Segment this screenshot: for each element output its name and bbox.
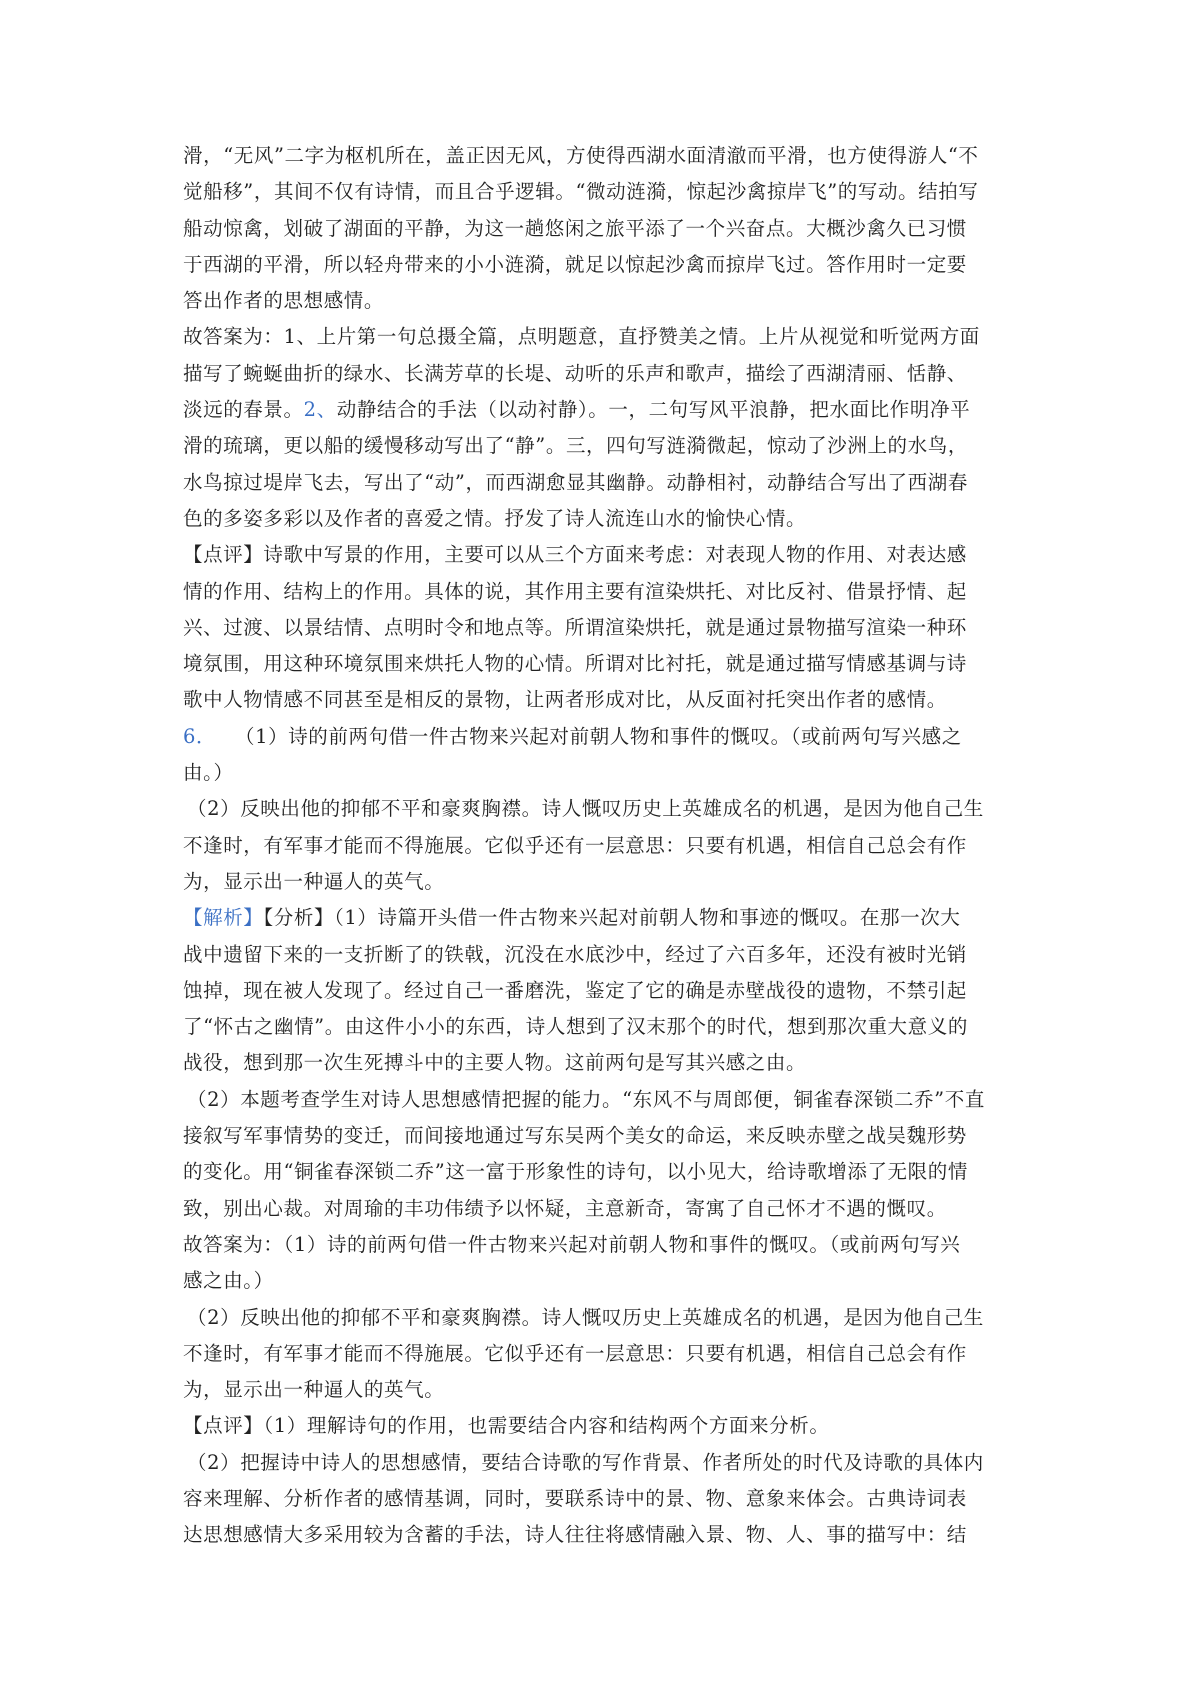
question-number: 6．: [183, 724, 217, 748]
analysis-text: 【分析】（1）诗篇开头借一件古物来兴起对前朝人物和事迹的慨叹。在那一次大: [263, 906, 961, 930]
text-line: （2）反映出他的抑郁不平和豪爽胸襟。诗人慨叹历史上英雄成名的机遇，是因为他自己生: [187, 1305, 984, 1329]
text-line: 色的多姿多彩以及作者的喜爱之情。抒发了诗人流连山水的愉快心情。: [183, 506, 807, 530]
text-line: 境氛围，用这种环境氛围来烘托人物的心情。所谓对比衬托，就是通过描写情感基调与诗: [183, 652, 967, 676]
text-line: 了“怀古之幽情”。由这件小小的东西，诗人想到了汉末那个的时代，想到那次重大意义的: [183, 1015, 968, 1039]
text-line: 战中遗留下来的一支折断了的铁戟，沉没在水底沙中，经过了六百多年，还没有被时光销: [183, 942, 967, 966]
text-line: 容来理解、分析作者的感情基调，同时，要联系诗中的景、物、意象来体会。古典诗词表: [183, 1486, 967, 1510]
analysis-line: [183, 900, 1018, 936]
text-line: 不逢时，有军事才能而不得施展。它似乎还有一层意思：只要有机遇，相信自己总会有作: [183, 833, 967, 857]
text-line: 情的作用、结构上的作用。具体的说，其作用主要有渲染烘托、对比反衬、借景抒情、起: [183, 579, 967, 603]
analysis-tag: 【解析】: [183, 906, 264, 930]
text-line: 由。）: [183, 761, 234, 785]
text-line: 为，显示出一种逼人的英气。: [183, 869, 445, 893]
text-line: 感之由。）: [183, 1269, 274, 1293]
text-line: 水鸟掠过堤岸飞去，写出了“动”，而西湖愈显其幽静。动静相衬，动静结合写出了西湖春: [183, 470, 968, 494]
text-line: 歌中人物情感不同甚至是相反的景物，让两者形成对比，从反面衬托突出作者的感情。: [183, 688, 947, 712]
text-line-with-highlight: [183, 392, 1018, 428]
text-line: 的变化。用“铜雀春深锁二乔”这一富于形象性的诗句，以小见大，给诗歌增添了无限的情: [183, 1160, 968, 1184]
text-line: 滑，“无风”二字为枢机所在，盖正因无风，方使得西湖水面清澈而平滑，也方使得游人“不: [183, 144, 979, 167]
comment-line: 【点评】诗歌中写景的作用，主要可以从三个方面来考虑：对表现人物的作用、对表达感: [183, 543, 967, 567]
document-body: [183, 138, 1018, 1554]
text-line: 船动惊禽，划破了湖面的平静，为这一趟悠闲之旅平添了一个兴奋点。大概沙禽久已习惯: [183, 216, 967, 240]
text-line: （2）本题考查学生对诗人思想感情把握的能力。“东风不与周郎便，铜雀春深锁二乔”不直: [187, 1087, 985, 1111]
question-text: （1）诗的前两句借一件古物来兴起对前朝人物和事件的慨叹。（或前两句写兴感之: [235, 724, 962, 748]
answer-line: 故答案为：（1）诗的前两句借一件古物来兴起对前朝人物和事件的慨叹。（或前两句写兴: [183, 1232, 961, 1256]
text-line: 为，显示出一种逼人的英气。: [183, 1378, 445, 1402]
text-line: 战役，想到那一次生死搏斗中的主要人物。这前两句是写其兴感之由。: [183, 1051, 807, 1075]
text-segment: 动静结合的手法（以动衬静）。一，二句写风平浪静，把水面比作明净平: [336, 398, 971, 422]
text-line: 达思想感情大多采用较为含蓄的手法，诗人往往将感情融入景、物、人、事的描写中：结: [183, 1523, 967, 1547]
question-6-line: [183, 719, 1018, 755]
text-line: 致，别出心裁。对周瑜的丰功伟绩予以怀疑，主意新奇，寄寓了自己怀才不遇的慨叹。: [183, 1196, 947, 1220]
text-line: 答出作者的思想感情。: [183, 289, 385, 313]
text-segment: 淡远的春景。: [183, 398, 304, 422]
highlight-number: 2、: [303, 398, 337, 422]
text-line: （2）把握诗中诗人的思想感情，要结合诗歌的写作背景、作者所处的时代及诗歌的具体内: [187, 1450, 984, 1474]
text-line: 不逢时，有军事才能而不得施展。它似乎还有一层意思：只要有机遇，相信自己总会有作: [183, 1341, 967, 1365]
comment-line: 【点评】（1）理解诗句的作用，也需要结合内容和结构两个方面来分析。: [183, 1414, 830, 1438]
text-line: 蚀掉，现在被人发现了。经过自己一番磨洗，鉴定了它的确是赤壁战役的遗物，不禁引起: [183, 978, 967, 1002]
text-line: 接叙写军事情势的变迁，而间接地通过写东吴两个美女的命运，来反映赤壁之战吴魏形势: [183, 1124, 967, 1148]
text-line: 于西湖的平滑，所以轻舟带来的小小涟漪，就足以惊起沙禽而掠岸飞过。答作用时一定要: [183, 252, 967, 276]
text-line: 觉船移”，其间不仅有诗情，而且合乎逻辑。“微动涟漪，惊起沙禽掠岸飞”的写动。结拍写: [183, 180, 979, 204]
text-line: 兴、过渡、以景结情、点明时令和地点等。所谓渲染烘托，就是通过景物描写渲染一种环: [183, 615, 967, 639]
text-line: （2）反映出他的抑郁不平和豪爽胸襟。诗人慨叹历史上英雄成名的机遇，是因为他自己生: [187, 797, 984, 821]
text-line: 滑的琉璃，更以船的缓慢移动写出了“静”。三，四句写涟漪微起，惊动了沙洲上的水鸟，: [183, 434, 968, 458]
text-line: 描写了蜿蜒曲折的绿水、长满芳草的长堤、动听的乐声和歌声，描绘了西湖清丽、恬静、: [183, 361, 967, 385]
answer-line: 故答案为：1、上片第一句总摄全篇，点明题意，直抒赞美之情。上片从视觉和听觉两方面: [183, 325, 980, 349]
